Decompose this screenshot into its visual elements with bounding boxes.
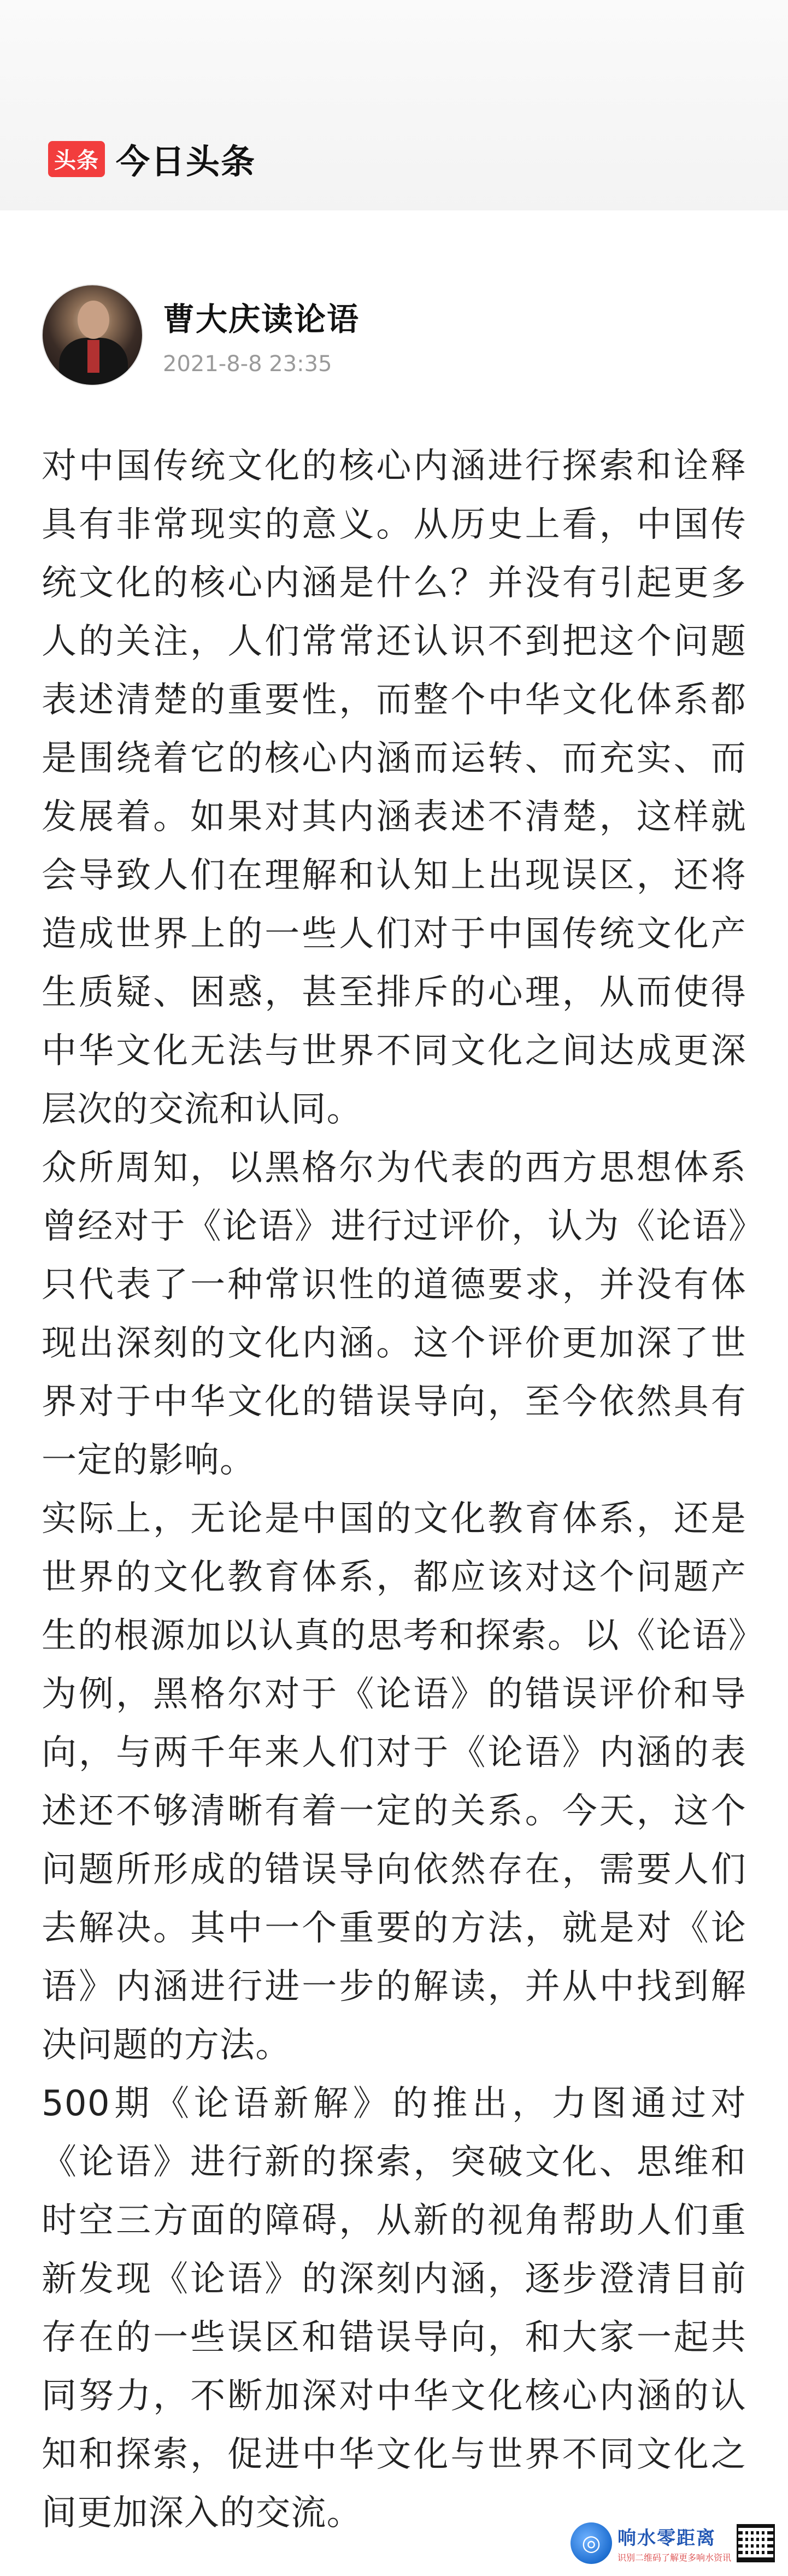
paragraph: 500期《论语新解》的推出，力图通过对《论语》进行新的探索，突破文化、思维和时空三方面的障碍，从新的视角帮助人们重新发现《论语》的深刻内涵，逐步澄清目前存在的一些误区和错误导向，和大家一起共同努力，不断加深对中华文化核心内涵的认知和探索，促进中华文化与世界不同文化之间更加深入的交流。 xyxy=(42,2084,746,2533)
paragraph: 众所周知，以黑格尔为代表的西方思想体系曾经对于《论语》进行过评价，认为《论语》只代表了一种常识性的道德要求，并没有体现出深刻的文化内涵。这个评价更加深了世界对于中华文化的错误导向，至今依然具有一定的影响。 xyxy=(42,1148,746,1481)
brand-header xyxy=(0,0,788,210)
brand[interactable] xyxy=(48,134,256,183)
watermark-text xyxy=(618,2523,731,2563)
toutiao-logo-icon: 头条 xyxy=(48,141,105,177)
watermark-title: 响水零距离 xyxy=(617,2527,716,2549)
watermark-subtitle: 识别二维码了解更多响水资讯 xyxy=(617,2552,731,2563)
circle-logo-icon: ◎ xyxy=(571,2522,612,2564)
avatar-tie xyxy=(87,340,99,373)
author-row[interactable] xyxy=(42,284,360,386)
paragraph: 对中国传统文化的核心内涵进行探索和诠释具有非常现实的意义。从历史上看，中国传统文化的核心内涵是什么？并没有引起更多人的关注，人们常常还认识不到把这个问题表述清楚的重要性，而整个中华文化体系都是围绕着它的核心内涵而运转、而充实、而发展着。如果对其内涵表述不清楚，这样就会导致人们在理解和认知上出现误区，还将造成世界上的一些人们对于中国传统文化产生质疑、困惑，甚至排斥的心理，从而使得中华文化无法与世界不同文化之间达成更深层次的交流和认同。 xyxy=(42,446,746,1130)
avatar[interactable] xyxy=(42,284,143,386)
article-body xyxy=(42,437,746,2543)
paragraph: 实际上，无论是中国的文化教育体系，还是世界的文化教育体系，都应该对这个问题产生的根源加以认真的思考和探索。以《论语》为例，黑格尔对于《论语》的错误评价和导向，与两千年来人们对于《论语》内涵的表述还不够清晰有着一定的关系。今天，这个问题所形成的错误导向依然存在，需要人们去解决。其中一个重要的方法，就是对《论语》内涵进行进一步的解读，并从中找到解决问题的方法。 xyxy=(42,1499,746,2066)
watermark xyxy=(571,2522,775,2564)
author-name[interactable]: 曹大庆读论语 xyxy=(163,301,360,338)
avatar-head xyxy=(78,301,109,339)
publish-date: 2021-8-8 23:35 xyxy=(163,351,332,377)
author-meta xyxy=(163,294,360,377)
qr-code-icon xyxy=(737,2524,775,2562)
brand-name: 今日头条 xyxy=(116,142,256,181)
